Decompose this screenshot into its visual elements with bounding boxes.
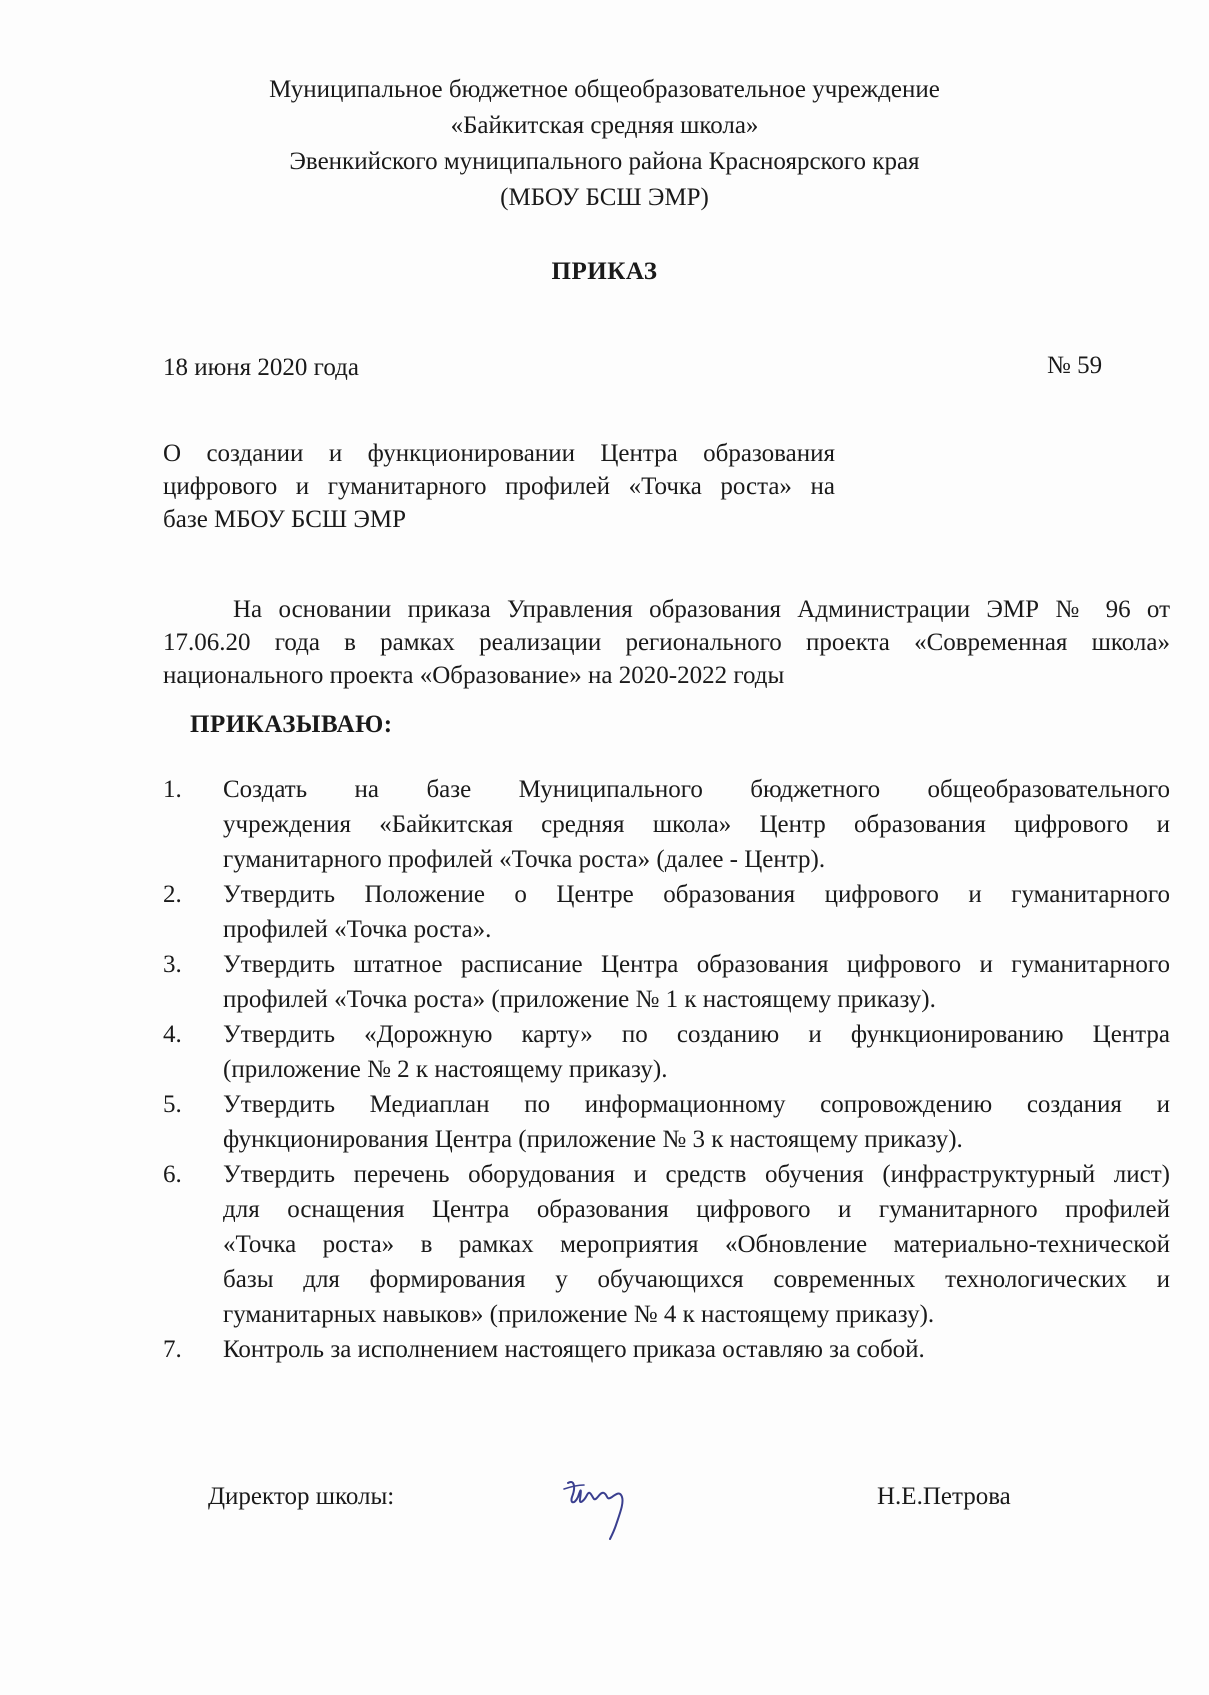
order-item [163,1087,1170,1157]
subject-line: О создании и функционировании Центра образования [163,440,835,467]
order-item-line: Утвердить Положение о Центре образования цифрового и гуманитарного [223,881,1170,908]
order-number: № 59 [1047,352,1103,379]
order-item-number: 2. [163,881,182,908]
subject-line: базе МБОУ БСШ ЭМР [163,506,407,533]
preamble-line: На основании приказа Управления образования Администрации ЭМР № 96 от [233,596,1170,623]
preamble [163,593,1170,692]
order-item-line: Контроль за исполнением настоящего приказа оставляю за собой. [223,1336,925,1363]
preamble-line: 17.06.20 года в рамках реализации регионального проекта «Современная школа» [163,629,1170,656]
order-item-line: для оснащения Центра образования цифрового и гуманитарного профилей [223,1196,1170,1223]
signer-name: Н.Е.Петрова [877,1483,1011,1510]
order-item-line: «Точка роста» в рамках мероприятия «Обновление материально-технической [223,1231,1170,1258]
subject-line: цифрового и гуманитарного профилей «Точка роста» на [163,473,835,500]
order-item-number: 3. [163,951,182,978]
order-item [163,1332,1170,1367]
order-item-line: Утвердить «Дорожную карту» по созданию и функционированию Центра [223,1021,1170,1048]
handwritten-signature [560,1475,640,1541]
signer-role: Директор школы: [208,1483,395,1510]
order-item-line: Утвердить Медиаплан по информационному сопровождению создания и [223,1091,1170,1118]
header-line: Муниципальное бюджетное общеобразовательное учреждение [269,76,940,103]
order-item [163,947,1170,1017]
order-date: 18 июня 2020 года [163,354,359,381]
order-item-line: (приложение № 2 к настоящему приказу). [223,1056,668,1083]
order-item-line: профилей «Точка роста» (приложение № 1 к настоящему приказу). [223,986,936,1013]
order-item-number: 5. [163,1091,182,1118]
order-item-line: Создать на базе Муниципального бюджетного общеобразовательного [223,776,1170,803]
order-item-number: 1. [163,776,182,803]
order-item-line: базы для формирования у обучающихся современных технологических и [223,1266,1170,1293]
order-item-line: Утвердить перечень оборудования и средств обучения (инфраструктурный лист) [223,1161,1170,1188]
order-item-line: Утвердить штатное расписание Центра образования цифрового и гуманитарного [223,951,1170,978]
command-heading: ПРИКАЗЫВАЮ: [190,711,393,738]
order-item-number: 6. [163,1161,182,1188]
order-item-number: 7. [163,1336,182,1363]
signature-stroke [568,1482,623,1539]
order-item-number: 4. [163,1021,182,1048]
order-item-line: учреждения «Байкитская средняя школа» Центр образования цифрового и [223,811,1170,838]
document-title: ПРИКАЗ [551,258,658,285]
order-item [163,1017,1170,1087]
header-line: «Байкитская средняя школа» [450,112,759,139]
order-item-line: гуманитарных навыков» (приложение № 4 к настоящему приказу). [223,1301,935,1328]
order-item [163,772,1170,877]
signature-row [0,1475,1209,1545]
order-item-line: профилей «Точка роста». [223,916,492,943]
order-item [163,1157,1170,1332]
header-line: (МБОУ БСШ ЭМР) [500,184,709,211]
preamble-line: национального проекта «Образование» на 2020-2022 годы [163,662,785,689]
organization-header [0,72,1209,216]
order-item [163,877,1170,947]
orders-list [163,772,1170,1367]
order-item-line: гуманитарного профилей «Точка роста» (далее - Центр). [223,846,826,873]
header-line: Эвенкийского муниципального района Красноярского края [289,148,920,175]
order-item-line: функционирования Центра (приложение № 3 к настоящему приказу). [223,1126,963,1153]
order-subject [163,437,835,536]
